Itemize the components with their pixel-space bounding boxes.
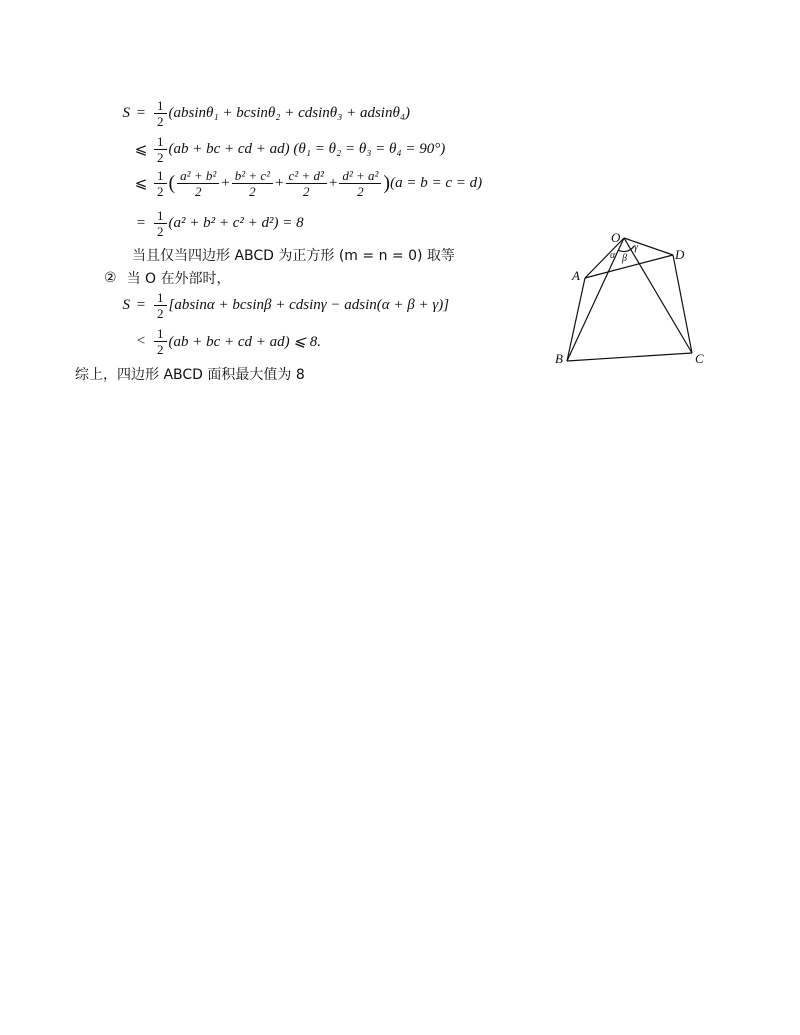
- label-alpha: α: [610, 250, 616, 261]
- fraction-term-4: [339, 168, 381, 199]
- fraction-numerator: d² + a²: [339, 168, 381, 184]
- equation-relation: ⩽: [134, 176, 148, 192]
- edge-ab: [567, 278, 585, 361]
- fraction-denominator: 2: [357, 184, 364, 199]
- equation-line-4: [110, 208, 304, 239]
- fraction-numerator: a² + b²: [177, 168, 219, 184]
- fraction-denominator: 2: [194, 184, 202, 199]
- fraction-numerator: b² + c²: [232, 168, 273, 184]
- fraction-term-3: [286, 168, 327, 199]
- equation-relation: ⩽: [134, 142, 148, 158]
- equation-expression: [absinα + bcsinβ + cdsinγ − adsin(α + β + γ)]: [168, 297, 450, 313]
- fraction-denominator: 2: [157, 342, 164, 357]
- fraction-denominator: 2: [302, 184, 310, 199]
- equation-lhs: S: [122, 297, 130, 313]
- label-o: O: [611, 230, 621, 245]
- fraction-numerator: c² + d²: [286, 168, 327, 184]
- label-a: A: [572, 268, 580, 283]
- equation-expression: (absinθ₁ + bcsinθ₂ + cdsinθ₃ + adsinθ₄): [168, 105, 411, 121]
- fraction-numerator: 1: [154, 290, 167, 306]
- equation-expression: (ab + bc + cd + ad) (θ₁ = θ₂ = θ₃ = θ₄ = 90°): [168, 141, 446, 157]
- fraction-numerator: 1: [154, 134, 167, 150]
- fraction: [154, 168, 167, 199]
- fraction-numerator: 1: [154, 168, 167, 184]
- fraction-denominator: 2: [157, 224, 164, 239]
- equation-expression: (a² + b² + c² + d²) = 8: [168, 215, 304, 231]
- fraction-term-2: [232, 168, 273, 199]
- fraction-denominator: 2: [249, 184, 256, 199]
- quadrilateral-figure: [550, 228, 720, 373]
- equation-lhs: S: [122, 105, 130, 121]
- edge-cd: [673, 255, 692, 353]
- segment-od: [624, 238, 673, 255]
- close-paren: ): [383, 172, 391, 194]
- fraction: [154, 98, 167, 129]
- equality-note: 当且仅当四边形 ABCD 为正方形 (m = n = 0) 取等: [132, 248, 455, 264]
- segment-ob: [567, 238, 624, 361]
- case-2-equation-2: [110, 326, 321, 357]
- edge-bc: [567, 353, 692, 361]
- fraction: [154, 134, 167, 165]
- label-c: C: [695, 351, 704, 366]
- fraction: [154, 208, 167, 239]
- fraction-numerator: 1: [154, 208, 167, 224]
- equation-line-2: [110, 134, 445, 165]
- edge-da: [585, 255, 673, 278]
- fraction-denominator: 2: [157, 150, 164, 165]
- equality-condition: (a = b = c = d): [390, 175, 483, 191]
- equation-relation: <: [136, 333, 146, 349]
- fraction-numerator: 1: [154, 326, 167, 342]
- fraction-denominator: 2: [157, 306, 164, 321]
- case-2-heading: [104, 268, 230, 288]
- fraction-denominator: 2: [157, 184, 164, 199]
- equation-line-1: [110, 98, 410, 129]
- equation-line-3: ⩽ $\frac{1}{2}$ ( $\frac{\text{a² + b²}}{2}$ + $\frac{\text{b² + c²}}{2}$ + $\frac{\text{c² + d²}}{2}$ + $\frac{\text{d² + a²}}{2}$ ) (a = b = c = d): [110, 168, 482, 199]
- open-paren: (: [168, 172, 176, 194]
- fraction-numerator: 1: [154, 98, 167, 114]
- label-beta: β: [622, 253, 627, 264]
- equation-expression: (ab + bc + cd + ad) ⩽ 8.: [168, 334, 321, 350]
- case-marker: ②: [104, 270, 117, 286]
- label-b: B: [555, 351, 563, 366]
- case-2-equation-1: [110, 290, 449, 321]
- label-gamma: γ: [634, 242, 638, 253]
- fraction-denominator: 2: [157, 114, 164, 129]
- fraction: [154, 290, 167, 321]
- case-text: 当 O 在外部时，: [126, 271, 231, 287]
- label-d: D: [675, 247, 685, 262]
- fraction-term-1: [177, 168, 219, 199]
- equation-relation: =: [136, 105, 146, 121]
- fraction: [154, 326, 167, 357]
- conclusion: 综上，四边形 ABCD 面积最大值为 8: [75, 367, 305, 383]
- equation-relation: =: [136, 297, 146, 313]
- equation-relation: =: [136, 215, 146, 231]
